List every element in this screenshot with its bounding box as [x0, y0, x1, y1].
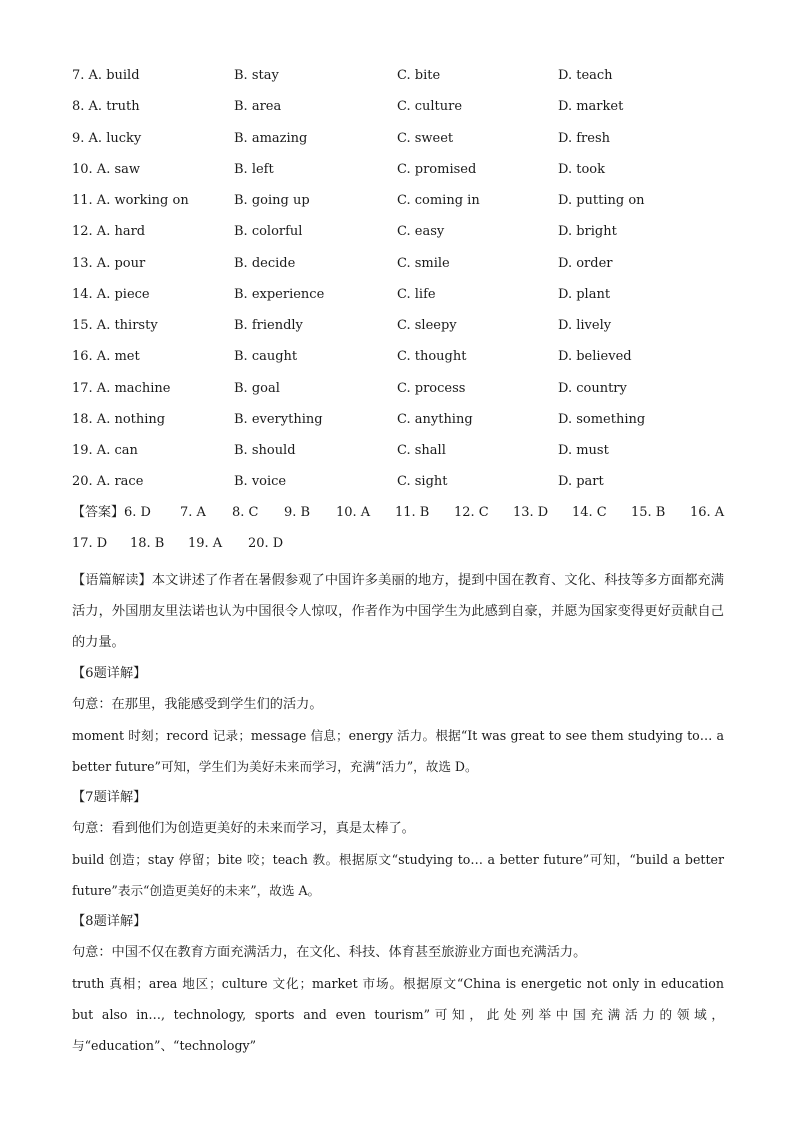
answer-item: 18. B	[130, 536, 165, 551]
option-d: D. market	[558, 99, 624, 115]
option-row	[72, 316, 732, 347]
option-d: D. believed	[558, 349, 632, 365]
option-c: C. bite	[397, 68, 441, 83]
option-b: B. colorful	[234, 224, 303, 240]
option-a: 9. A. lucky	[72, 130, 142, 146]
q7-meaning: 句意：看到他们为创造更美好的未来而学习，真是太棒了。	[72, 821, 415, 836]
option-a: 17. A. machine	[72, 380, 171, 396]
option-c: C. culture	[397, 99, 463, 115]
option-row	[72, 160, 732, 191]
answer-item: 13. D	[513, 505, 549, 520]
option-b: B. caught	[234, 349, 298, 365]
answer-key	[72, 503, 732, 565]
option-c: C. process	[397, 380, 466, 396]
explanation	[72, 565, 724, 1061]
option-c: C. smile	[397, 255, 450, 271]
option-row	[72, 410, 732, 441]
option-row	[72, 66, 732, 97]
option-row	[72, 97, 732, 128]
option-row	[72, 129, 732, 160]
q8-explanation: truth 真相；area 地区；culture 文化；market 市场。根据原文“China is energetic not only in education but also in…, technology, sports and even tourism”可知，此处列举中国充满活力的领域，与“education”、“technology”	[72, 976, 724, 1053]
answer-label: 【答案】6. D	[72, 505, 151, 520]
option-d: D. plant	[558, 286, 611, 302]
option-d: D. fresh	[558, 130, 610, 146]
option-row	[72, 347, 732, 378]
option-b: B. experience	[234, 286, 325, 302]
option-row	[72, 191, 732, 222]
option-a: 13. A. pour	[72, 255, 146, 271]
answer-item: 17. D	[72, 536, 108, 551]
answer-item: 12. C	[454, 505, 489, 520]
passage-analysis: 【语篇解读】本文讲述了作者在暑假参观了中国许多美丽的地方，提到中国在教育、文化、科技等多方面都充满活力，外国朋友里法诺也认为中国很令人惊叹，作者作为中国学生为此感到自豪，并愿为国家变得更好贡献自己的力量。	[72, 573, 724, 650]
option-d: D. country	[558, 380, 627, 396]
option-b: B. going up	[234, 193, 310, 209]
option-a: 20. A. race	[72, 474, 144, 490]
option-b: B. amazing	[234, 130, 308, 146]
option-c: C. anything	[397, 411, 473, 427]
option-b: B. voice	[234, 474, 287, 490]
option-b: B. stay	[234, 68, 279, 83]
answer-item: 20. D	[248, 536, 284, 551]
answer-item: 8. C	[232, 505, 259, 520]
option-c: C. thought	[397, 349, 467, 365]
option-c: C. promised	[397, 161, 477, 177]
option-b: B. left	[234, 161, 274, 177]
option-row	[72, 285, 732, 316]
option-a: 19. A. can	[72, 443, 138, 459]
q6-meaning: 句意：在那里，我能感受到学生们的活力。	[72, 697, 323, 712]
q6-explanation: moment 时刻；record 记录；message 信息；energy 活力。根据“It was great to see them studying to… a better future”可知，学生们为美好未来而学习，充满“活力”，故选 D。	[72, 728, 724, 774]
option-c: C. shall	[397, 443, 446, 459]
option-a: 12. A. hard	[72, 224, 146, 240]
answer-item: 14. C	[572, 505, 607, 520]
q8-heading: 【8题详解】	[72, 914, 147, 929]
option-list	[72, 66, 732, 504]
option-c: C. coming in	[397, 193, 480, 209]
option-d: D. took	[558, 161, 605, 177]
answer-item: 19. A	[188, 536, 223, 551]
option-b: B. goal	[234, 380, 280, 396]
option-d: D. part	[558, 474, 604, 490]
option-c: C. sweet	[397, 130, 454, 146]
option-d: D. bright	[558, 224, 617, 240]
q7-explanation: build 创造；stay 停留；bite 咬；teach 教。根据原文“studying to… a better future”可知，“build a better future”表示“创造更美好的未来”，故选 A。	[72, 852, 724, 898]
option-d: D. must	[558, 443, 609, 459]
option-a: 14. A. piece	[72, 286, 150, 302]
option-d: D. something	[558, 411, 646, 427]
option-d: D. teach	[558, 68, 613, 83]
option-a: 8. A. truth	[72, 99, 140, 115]
option-c: C. sight	[397, 474, 448, 490]
option-d: D. putting on	[558, 193, 645, 209]
option-d: D. lively	[558, 318, 612, 334]
answer-item: 15. B	[631, 505, 666, 520]
option-a: 11. A. working on	[72, 193, 189, 209]
option-c: C. easy	[397, 224, 445, 240]
answer-item: 11. B	[395, 505, 430, 520]
answer-line	[72, 503, 732, 534]
option-row	[72, 441, 732, 472]
option-b: B. decide	[234, 255, 296, 271]
answer-item: 9. B	[284, 505, 311, 520]
q8-meaning: 句意：中国不仅在教育方面充满活力，在文化、科技、体育甚至旅游业方面也充满活力。	[72, 945, 587, 960]
option-a: 15. A. thirsty	[72, 318, 158, 334]
q7-heading: 【7题详解】	[72, 790, 147, 805]
answer-line	[72, 534, 732, 565]
option-a: 16. A. met	[72, 349, 140, 365]
option-row	[72, 222, 732, 253]
option-b: B. everything	[234, 411, 323, 427]
option-c: C. sleepy	[397, 318, 457, 334]
q6-heading: 【6题详解】	[72, 666, 147, 681]
answer-item: 10. A	[336, 505, 371, 520]
option-b: B. friendly	[234, 318, 303, 334]
option-a: 18. A. nothing	[72, 411, 166, 427]
option-row	[72, 254, 732, 285]
option-c: C. life	[397, 286, 436, 302]
option-b: B. area	[234, 99, 282, 115]
option-a: 7. A. build	[72, 68, 140, 83]
answer-item: 7. A	[180, 505, 206, 520]
answer-item: 16. A	[690, 505, 725, 520]
option-d: D. order	[558, 255, 613, 271]
option-row	[72, 379, 732, 410]
option-b: B. should	[234, 443, 296, 459]
option-a: 10. A. saw	[72, 161, 141, 177]
option-row	[72, 472, 732, 503]
